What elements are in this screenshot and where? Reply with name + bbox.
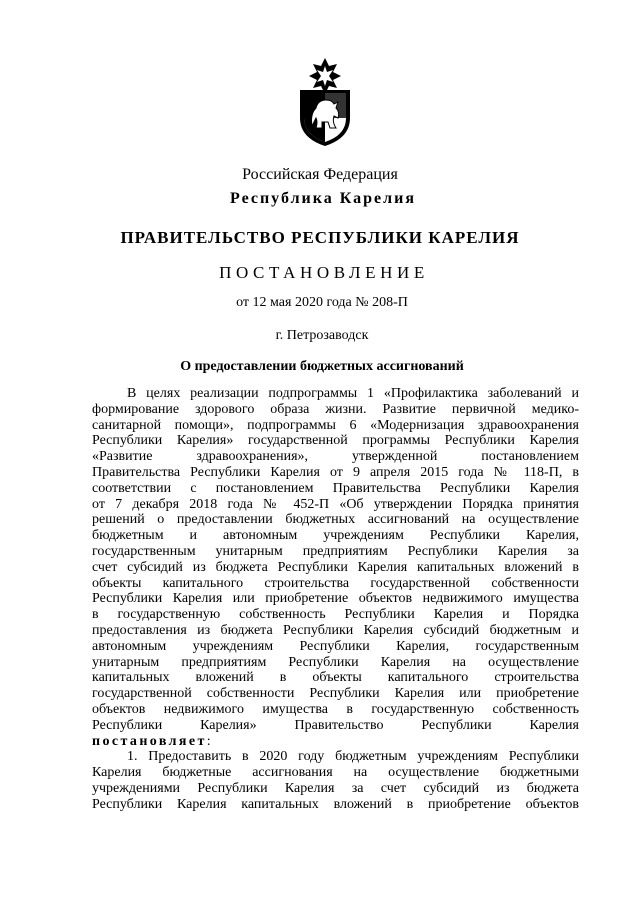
body-line: Республики Карелия» Правительство Республики Карелия — [92, 717, 579, 733]
document-date-number: от 12 мая 2020 года № 208-П — [236, 295, 408, 310]
republic-name: Республика Карелия — [230, 190, 416, 207]
body-line: Республики Карелия или приобретение объектов недвижимого имущества — [92, 591, 579, 607]
item-1-line: Карелия бюджетные ассигнования на осуществление бюджетными — [92, 765, 579, 781]
body-line: счет субсидий из бюджета Республики Карелия капитальных вложений в — [92, 559, 579, 575]
body-line: решений о предоставлении бюджетных ассигнований на осуществление — [92, 512, 579, 528]
document-type: ПОСТАНОВЛЕНИЕ — [219, 263, 429, 282]
country-name: Российская Федерация — [242, 166, 398, 183]
karelia-coat-of-arms-icon — [296, 56, 354, 148]
body-line: санитарной помощи», подпрограммы 6 «Модернизация здравоохранения — [92, 417, 579, 433]
body-line: бюджетным и автономным учреждениям Республики Карелия, — [92, 528, 579, 544]
body-line: формирование здорового образа жизни. Развитие первичной медико- — [92, 401, 579, 417]
body-line: капитальных вложений в объекты капитального строительства — [92, 670, 579, 686]
body-line: объектов недвижимого имущества в государственную собственность — [92, 701, 579, 717]
body-line: В целях реализации подпрограммы 1 «Профилактика заболеваний и — [127, 386, 579, 401]
document-body — [92, 386, 579, 813]
body-line: «Развитие здравоохранения», утвержденной постановлением — [92, 449, 579, 465]
body-line: от 7 декабря 2018 года № 452-П «Об утверждении Порядка принятия — [92, 496, 579, 512]
body-line: в государственную собственность Республики Карелия и Порядка — [92, 607, 579, 623]
body-line: Республики Карелия» государственной программы Республики Карелия — [92, 433, 579, 449]
resolves-colon: : — [206, 733, 211, 749]
document-city: г. Петрозаводск — [275, 328, 369, 343]
body-line: предоставления из бюджета Республики Карелия субсидий бюджетным и — [92, 622, 579, 638]
body-line: объекты капитального строительства государственной собственности — [92, 575, 579, 591]
body-line: Правительства Республики Карелия от 9 апреля 2015 года № 118-П, в — [92, 464, 579, 480]
item-1-line: учреждениями Республики Карелия за счет субсидий из бюджета — [92, 780, 579, 796]
body-line: соответствии с постановлением Правительства Республики Карелия — [92, 480, 579, 496]
resolves-word: постановляет — [92, 733, 207, 749]
item-1-line: 1. Предоставить в 2020 году бюджетным учреждениям Республики — [127, 749, 579, 765]
resolves-line — [92, 734, 579, 750]
item-1-line: Республики Карелия капитальных вложений в приобретение объектов — [92, 796, 579, 812]
body-line: унитарным предприятиям Республики Карелия на осуществление — [92, 654, 579, 670]
document-subject: О предоставлении бюджетных ассигнований — [180, 359, 464, 374]
body-line: автономным учреждениям Республики Карелия, государственным — [92, 638, 579, 654]
body-line: государственной собственности Республики Карелия или приобретение — [92, 686, 579, 702]
authority-title: ПРАВИТЕЛЬСТВО РЕСПУБЛИКИ КАРЕЛИЯ — [120, 228, 520, 247]
body-line: государственным унитарным предприятиям Республики Карелия за — [92, 543, 579, 559]
